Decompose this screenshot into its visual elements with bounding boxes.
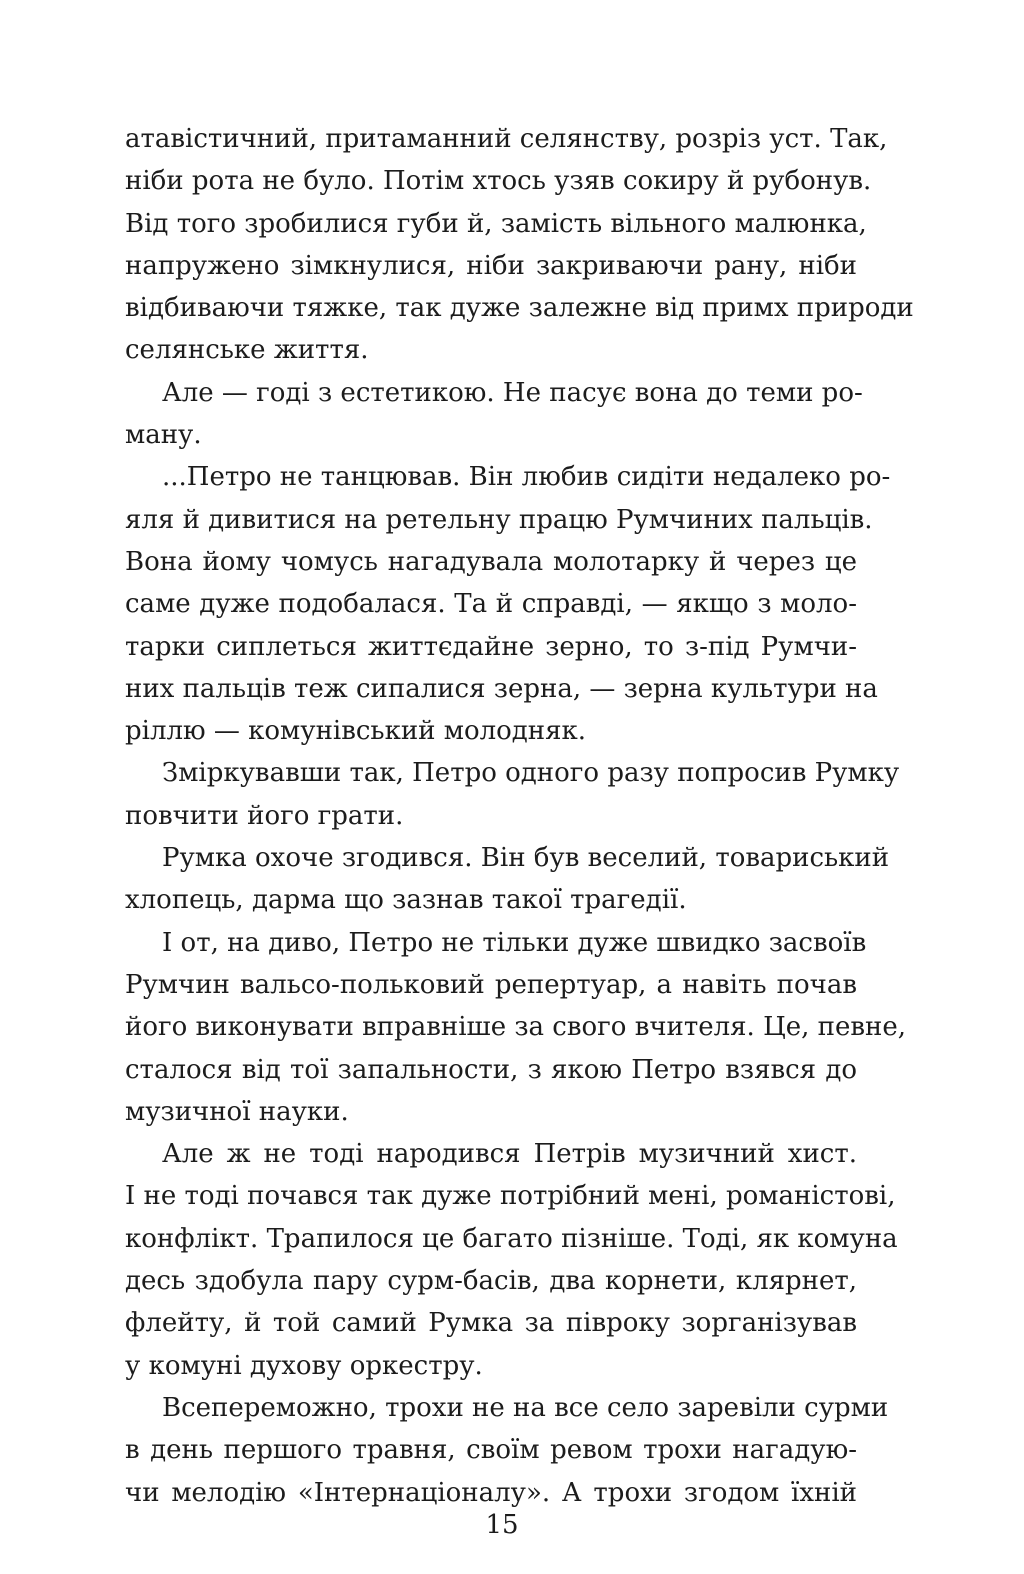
text-line: відбиваючи тяжке, так дуже залежне від примх природи [125,293,914,324]
text-line: чи мелодію «Інтернаціоналу». А трохи згодом їхній [125,1477,857,1508]
text-line: Всепереможно, трохи не на все село заревіли сурми [162,1392,889,1423]
text-line: Вона йому чомусь нагадувала молотарку й через це [125,546,857,577]
page-number: 15 [485,1510,519,1540]
text-line: Румка охоче згодився. Він був веселий, товариський [162,843,890,874]
text-line: них пальців теж сипалися зерна, — зерна культури на [125,673,878,704]
text-line: Румчин вальсо-польковий репертуар, а навіть почав [125,969,857,1000]
text-line: яля й дивитися на ретельну працю Румчиних пальців. [125,504,873,535]
text-line: атавістичний, притаманний селянству, розріз уст. Так, [125,124,888,154]
text-line: музичної науки. [125,1096,349,1127]
text-line: напружено зімкнулися, ніби закриваючи рану, ніби [125,250,857,281]
text-line: І от, на диво, Петро не тільки дуже швидко засвоїв [162,927,867,958]
text-line: ніби рота не було. Потім хтось узяв сокиру й рубонув. [125,166,872,197]
text-line: тарки сиплеться життєдайне зерно, то з-під Румчи- [125,631,857,662]
text-line: Але — годі з естетикою. Не пасує вона до теми ро- [162,377,863,408]
text-line: його виконувати вправніше за свого вчителя. Це, певне, [125,1012,906,1043]
text-line: в день першого травня, своїм ревом трохи нагадую- [125,1435,857,1466]
text-line: у комуні духову оркестру. [125,1350,483,1381]
body-text [125,118,914,1514]
text-line: Але ж не тоді народився Петрів музичний хист. [162,1139,857,1170]
text-line: Від того зробилися губи й, замість вільного малюнка, [125,208,867,239]
text-line: флейту, й той самий Румка за півроку зорганізував [125,1308,857,1339]
text-line: І не тоді почався так дуже потрібний мені, романістові, [125,1181,896,1212]
text-line: ріллю — комунівський молодняк. [125,716,587,747]
text-line: саме дуже подобалася. Та й справді, — якщо з моло- [125,589,857,620]
text-line: сталося від тої запальности, з якою Петро взявся до [125,1054,857,1085]
text-line: повчити його грати. [125,800,404,831]
text-line: селянське життя. [125,335,369,366]
text-line: ...Петро не танцював. Він любив сидіти недалеко ро- [162,462,891,493]
text-line: хлопець, дарма що зазнав такої трагедії. [125,885,687,916]
text-line: ману. [125,420,202,451]
text-line: Зміркувавши так, Петро одного разу попросив Румку [162,758,900,789]
text-line: конфлікт. Трапилося це багато пізніше. Тоді, як комуна [125,1223,898,1254]
text-line: десь здобула пару сурм-басів, два корнети, клярнет, [125,1266,857,1297]
